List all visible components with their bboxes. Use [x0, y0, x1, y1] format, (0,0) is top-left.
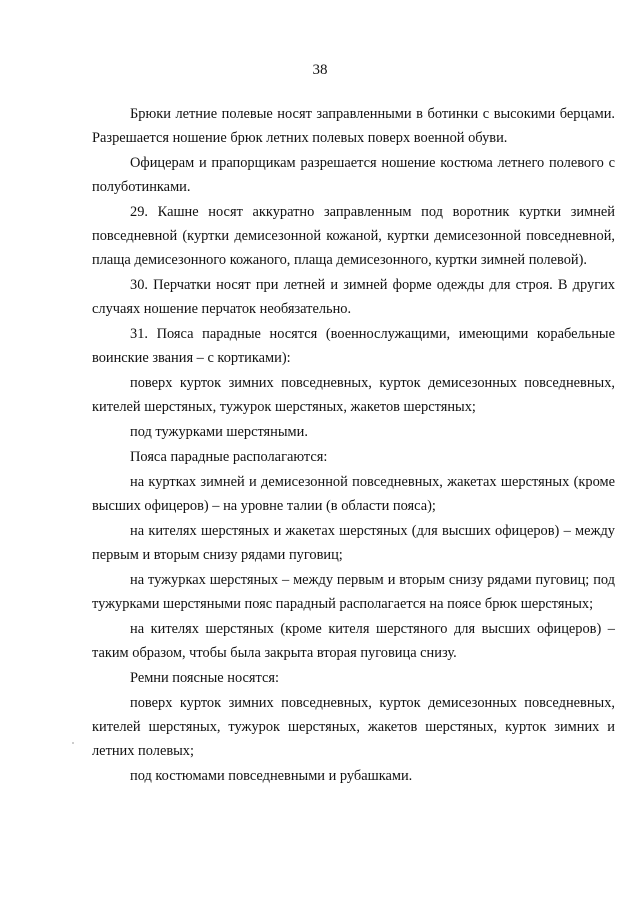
body-text	[92, 102, 615, 789]
paragraph: Офицерам и прапорщикам разрешается ношение костюма летнего полевого с полуботинками.	[92, 155, 615, 196]
paragraph: под костюмами повседневными и рубашками.	[130, 767, 413, 784]
paragraph: 31. Пояса парадные носятся (военнослужащими, имеющими корабельные воинские звания – с кортиками):	[92, 326, 615, 367]
paragraph: на тужурках шерстяных – между первым и вторым снизу рядами пуговиц; под тужурками шерстяными пояс парадный располагается на поясе брюк шерстяных;	[92, 571, 615, 612]
page-number: 38	[312, 62, 328, 78]
paragraph: Пояса парадные располагаются:	[130, 449, 328, 465]
scan-speck	[72, 742, 74, 744]
paragraph: под тужурками шерстяными.	[130, 424, 308, 441]
paragraph: на кителях шерстяных и жакетах шерстяных (для высших офицеров) – между первым и вторым снизу рядами пуговиц;	[92, 522, 615, 563]
paragraph: на куртках зимней и демисезонной повседневных, жакетах шерстяных (кроме высших офицеров) – на уровне талии (в области пояса);	[92, 473, 615, 514]
paragraph: Брюки летние полевые носят заправленными в ботинки с высокими берцами. Разрешается ношение брюк летних полевых поверх военной обуви.	[92, 106, 615, 147]
paragraph: поверх курток зимних повседневных, курток демисезонных повседневных, кителей шерстяных, тужурок шерстяных, жакетов шерстяных;	[92, 375, 615, 416]
paragraph: поверх курток зимних повседневных, курток демисезонных повседневных, кителей шерстяных, тужурок шерстяных, жакетов шерстяных, курток зимних и летних полевых;	[92, 694, 615, 759]
paragraph: 29. Кашне носят аккуратно заправленным под воротник куртки зимней повседневной (куртки демисезонной кожаной, куртки демисезонной повседневной, плаща демисезонного кожаного, плаща демисезонного, куртки зимней полевой).	[92, 204, 615, 269]
paragraph: 30. Перчатки носят при летней и зимней форме одежды для строя. В других случаях ношение перчаток необязательно.	[92, 277, 615, 318]
paragraph: на кителях шерстяных (кроме кителя шерстяного для высших офицеров) – таким образом, чтобы была закрыта вторая пуговица снизу.	[92, 620, 615, 661]
paragraph: Ремни поясные носятся:	[130, 669, 280, 686]
